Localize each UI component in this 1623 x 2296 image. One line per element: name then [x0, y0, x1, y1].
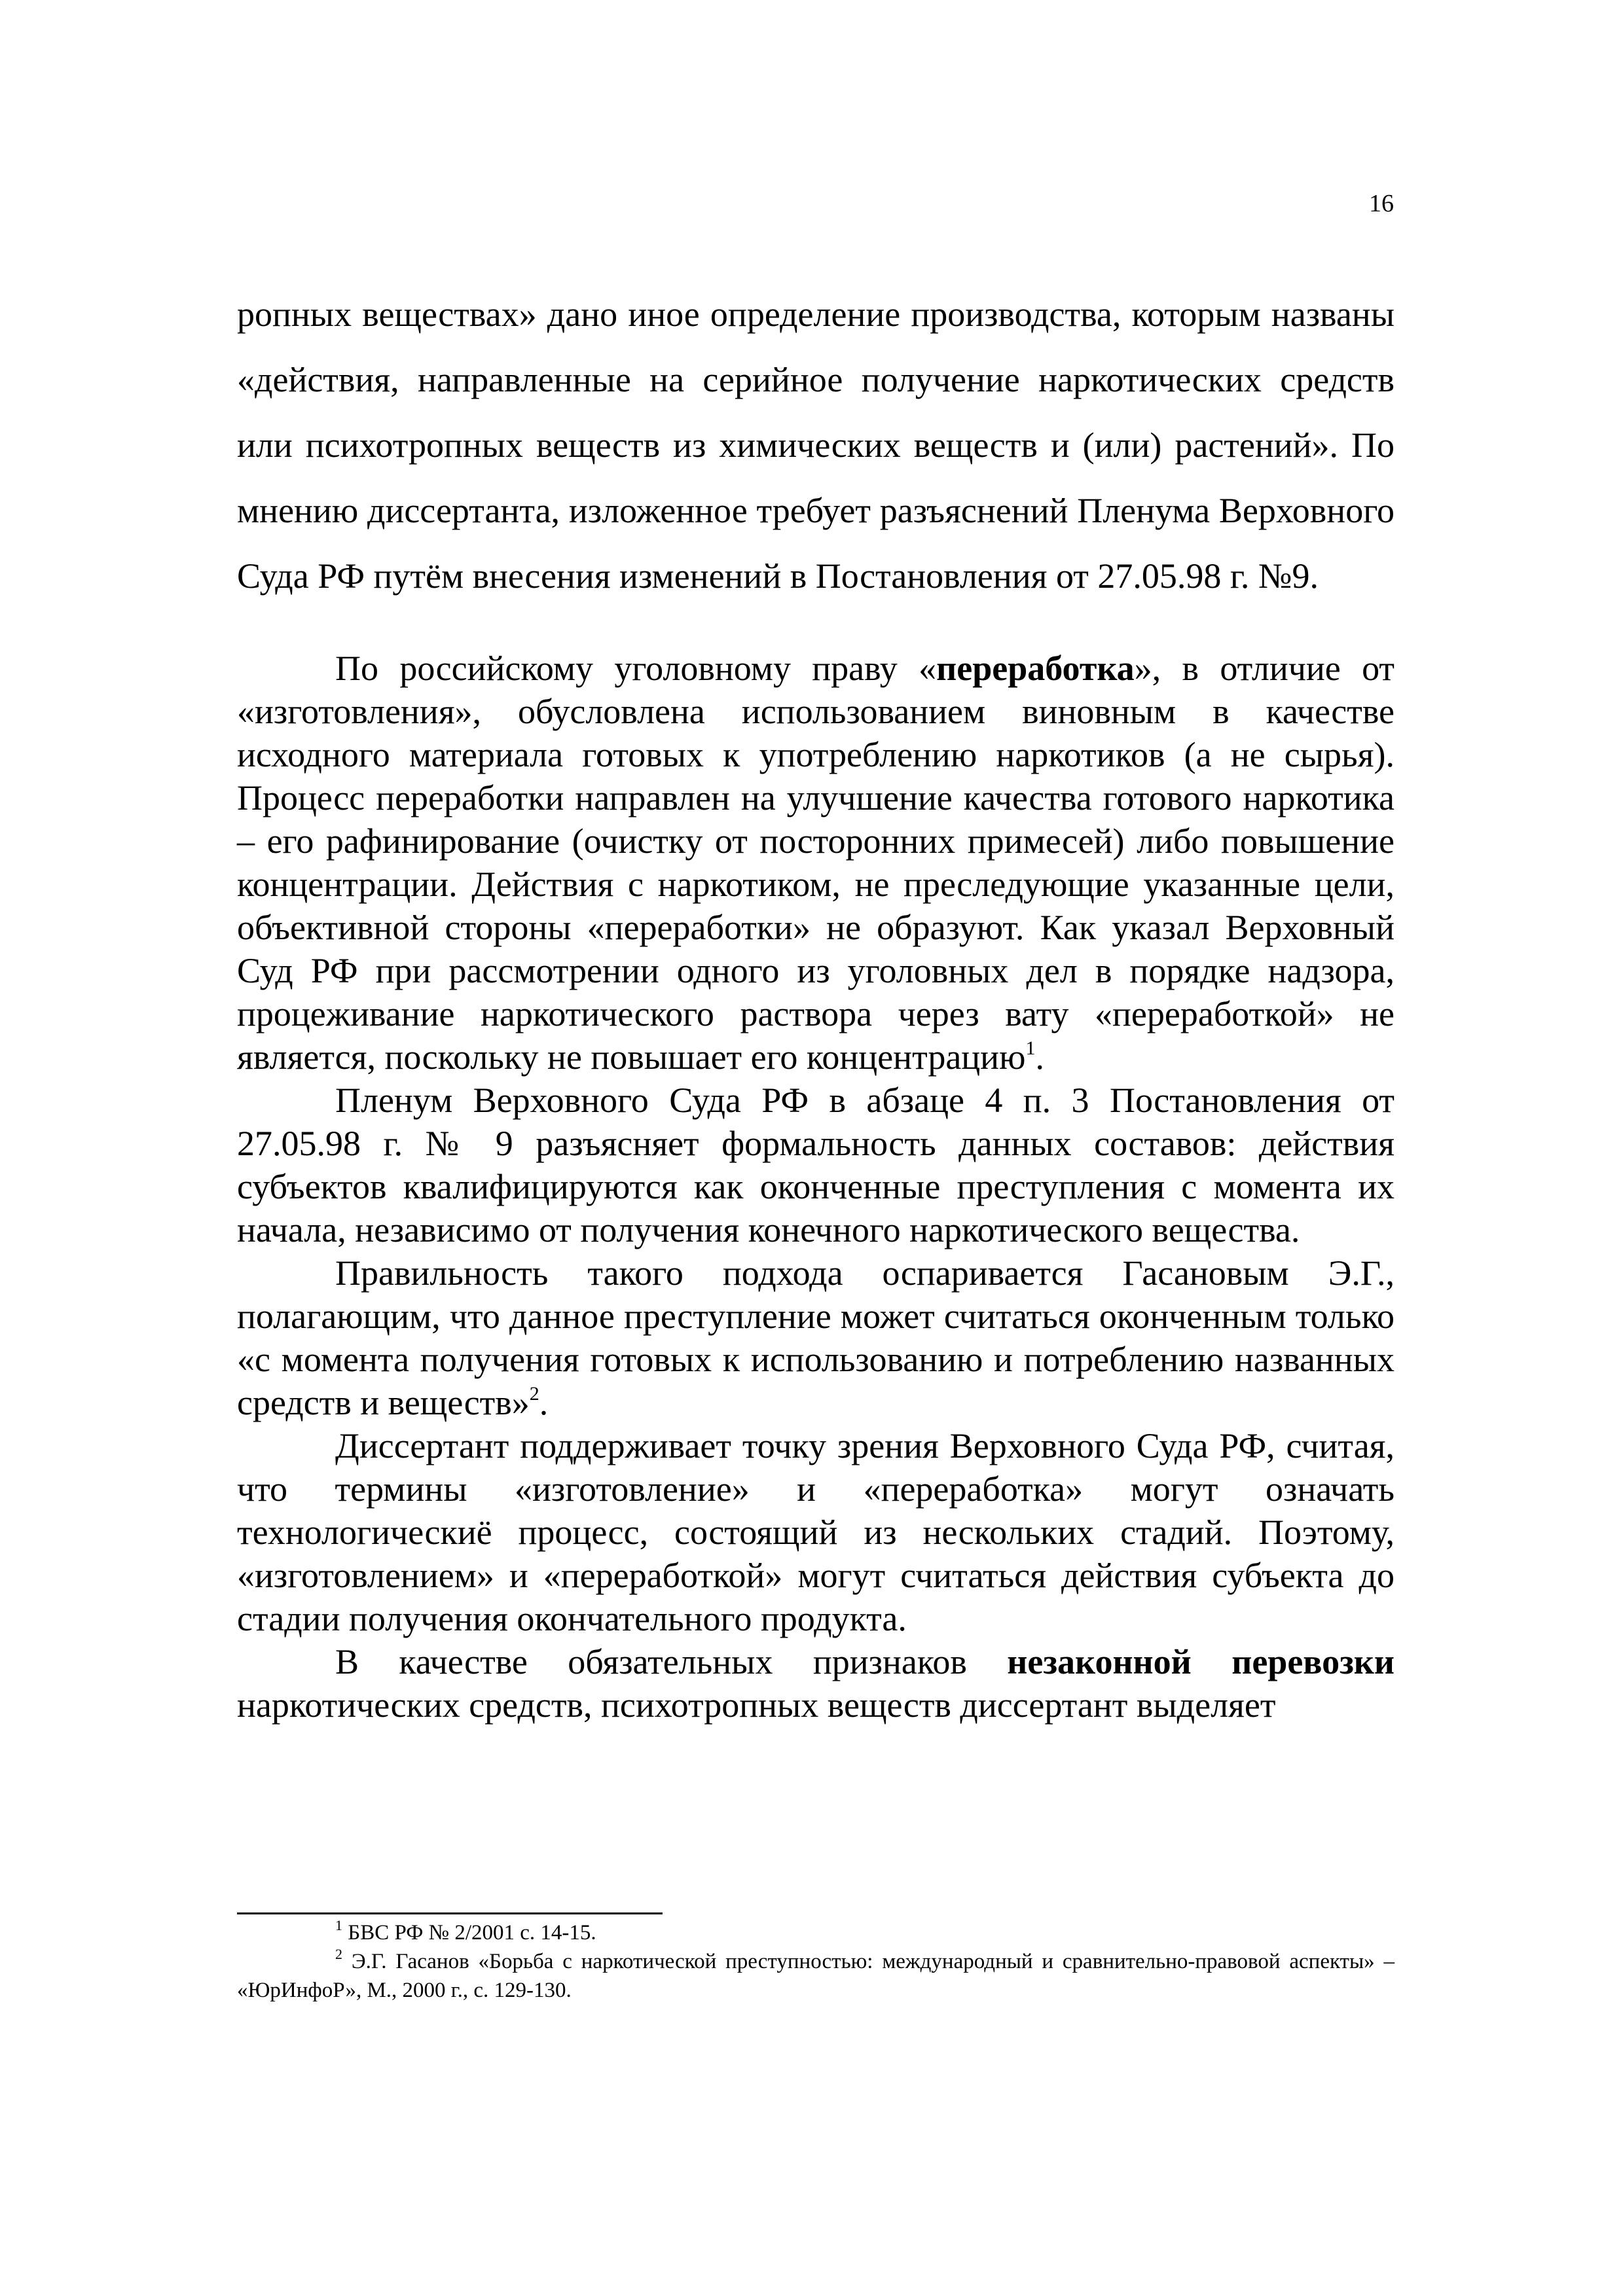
paragraph-gasanov: [237, 1251, 1395, 1424]
footnote-2: [237, 1947, 1395, 2005]
footnote-text: БВС РФ № 2/2001 с. 14-15.: [342, 1921, 596, 1945]
paragraph-dissertant: Диссертант поддерживает точку зрения Верховного Суда РФ, считая, что термины «изготовление» и «переработка» могут означать технологическиё процесс, состоящий из нескольких стадий. Поэтому, «изготовлением» и «переработкой» могут считаться действия субъекта до стадии получения окончательного продукта.: [237, 1426, 1395, 1638]
paragraph-continued: ропных веществах» дано иное определение производства, которым названы «действия, направленные на серийное получение наркотических средств или психотропных веществ из химических веществ и (или) растений». По мнению диссертанта, изложенное требует разъяснений Пленума Верховного Суда РФ путём внесения изменений в Постановления от 27.05.98 г. №9.: [237, 295, 1395, 596]
paragraph-perevozka: [237, 1640, 1395, 1727]
footnote-1: [237, 1918, 1395, 1947]
body-text: [237, 281, 1395, 1727]
term-bold: незаконной перевозки: [1007, 1642, 1395, 1681]
paragraph-pererabotka: [237, 647, 1395, 1079]
page-number: 16: [1369, 190, 1394, 217]
paragraph-text: В качестве обязательных признаков: [335, 1642, 1008, 1681]
paragraph-end: .: [539, 1383, 549, 1422]
paragraph-text: наркотических средств, психотропных веществ диссертант выделяет: [237, 1685, 1276, 1725]
paragraph-text: Правильность такого подхода оспаривается Гасановым Э.Г., полагающим, что данное преступление может считаться оконченным только «с момента получения готовых к использованию и потреблению названных средств и веществ»: [237, 1253, 1395, 1422]
footnotes: [237, 1912, 1395, 2005]
footnote-separator: [237, 1912, 663, 1914]
footnote-text: Э.Г. Гасанов «Борьба с наркотической преступностью: международный и сравнительно-правовой аспекты» – «ЮрИнфоР», М., 2000 г., с. 129-130.: [237, 1950, 1395, 2002]
term-bold: переработка: [936, 649, 1135, 688]
footnote-mark: 2: [335, 1946, 342, 1962]
footnote-ref[interactable]: 1: [1025, 1037, 1036, 1059]
paragraph-text: », в отличие от «изготовления», обусловлена использованием виновным в качестве исходного материала готовых к употреблению наркотиков (а не сырья). Процесс переработки направлен на улучшение качества готового наркотика – его рафинирование (очистку от посторонних примесей) либо повышение концентрации. Действия с наркотиком, не преследующие указанные цели, объективной стороны «переработки» не образуют. Как указал Верховный Суд РФ при рассмотрении одного из уголовных дел в порядке надзора, процеживание наркотического раствора через вату «переработкой» не является, поскольку не повышает его концентрацию: [237, 649, 1395, 1077]
paragraph-text: По российскому уголовному праву «: [335, 649, 937, 688]
footnote-ref[interactable]: 2: [529, 1383, 539, 1405]
paragraph-plenum: Пленум Верховного Суда РФ в абзаце 4 п. 3 Постановления от 27.05.98 г. № 9 разъясняет формальность данных составов: действия субъектов квалифицируются как оконченные преступления с момента их начала, независимо от получения конечного наркотического вещества.: [237, 1081, 1395, 1249]
paragraph-end: .: [1035, 1037, 1044, 1077]
footnote-mark: 1: [335, 1917, 342, 1933]
